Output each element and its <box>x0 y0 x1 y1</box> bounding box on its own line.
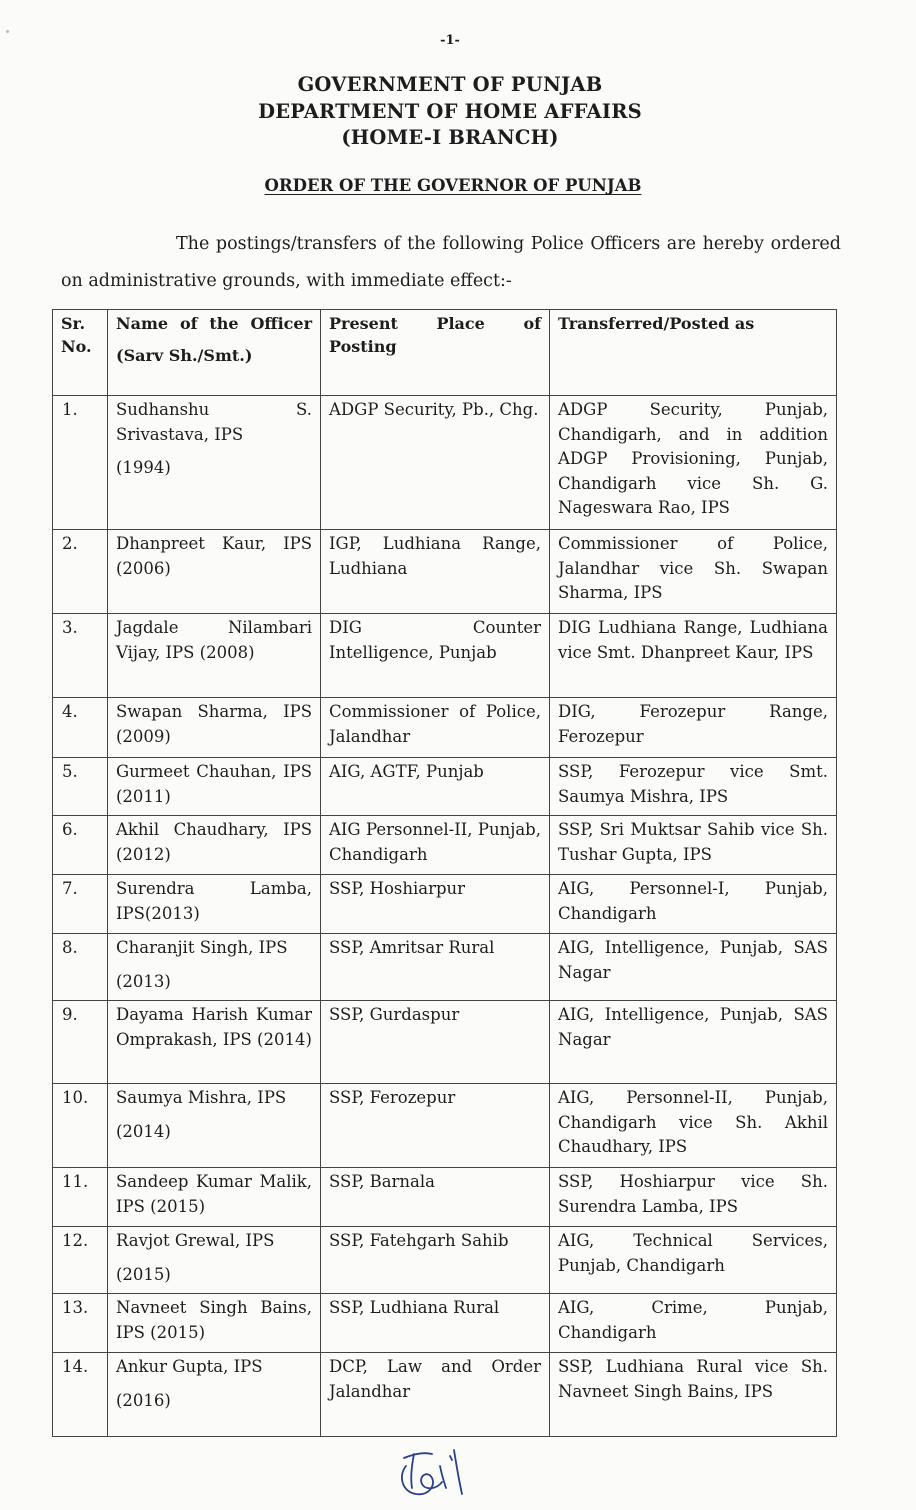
officer-batch: (2015) <box>116 1264 171 1284</box>
officer-batch: (2016) <box>116 1390 171 1410</box>
table-row <box>53 614 837 698</box>
cell-present-posting: AIG Personnel-II, Punjab, Chandigarh <box>321 816 550 875</box>
officer-name: Sandeep Kumar Malik, IPS (2015) <box>116 1172 312 1216</box>
cell-transferred-posted: AIG, Technical Services, Punjab, Chandigarh <box>550 1227 837 1294</box>
officer-name: Ankur Gupta, IPS <box>116 1357 263 1376</box>
header-department: DEPARTMENT OF HOME AFFAIRS <box>258 99 642 123</box>
officer-name: Dhanpreet Kaur, IPS (2006) <box>116 534 312 578</box>
cell-present-posting: SSP, Ludhiana Rural <box>321 1294 550 1353</box>
cell-transferred-posted: ADGP Security, Punjab, Chandigarh, and in addition ADGP Provisioning, Punjab, Chandigarh vice Sh. G. Nageswara Rao, IPS <box>550 396 837 530</box>
officer-name: Sudhanshu S. Srivastava, IPS <box>116 400 312 444</box>
table-row <box>53 1227 837 1294</box>
cell-officer-name <box>108 396 321 530</box>
table-row <box>53 816 837 875</box>
officer-name: Akhil Chaudhary, IPS (2012) <box>116 820 312 864</box>
table-row <box>53 530 837 614</box>
officer-name: Navneet Singh Bains, IPS (2015) <box>116 1298 312 1342</box>
cell-officer-name <box>108 758 321 816</box>
cell-present-posting: SSP, Barnala <box>321 1168 550 1227</box>
cell-sr-no: 8. <box>53 934 108 1001</box>
cell-present-posting: Commissioner of Police, Jalandhar <box>321 698 550 758</box>
cell-officer-name <box>108 934 321 1001</box>
cell-sr-no: 11. <box>53 1168 108 1227</box>
officer-name: Ravjot Grewal, IPS <box>116 1231 275 1250</box>
transfers-table <box>52 309 837 1437</box>
header-branch: (HOME-I BRANCH) <box>341 126 559 149</box>
officer-name: Surendra Lamba, IPS(2013) <box>116 879 312 923</box>
cell-officer-name <box>108 614 321 698</box>
cell-sr-no: 3. <box>53 614 108 698</box>
cell-transferred-posted: Commissioner of Police, Jalandhar vice Sh. Swapan Sharma, IPS <box>550 530 837 614</box>
header-officer-name <box>108 310 321 396</box>
cell-transferred-posted: DIG, Ferozepur Range, Ferozepur <box>550 698 837 758</box>
officer-name: Saumya Mishra, IPS <box>116 1088 287 1107</box>
cell-officer-name <box>108 816 321 875</box>
cell-transferred-posted: AIG, Intelligence, Punjab, SAS Nagar <box>550 934 837 1001</box>
cell-sr-no: 9. <box>53 1001 108 1084</box>
table-row <box>53 698 837 758</box>
cell-officer-name <box>108 1294 321 1353</box>
cell-sr-no: 12. <box>53 1227 108 1294</box>
cell-sr-no: 10. <box>53 1084 108 1168</box>
cell-transferred-posted: SSP, Ferozepur vice Smt. Saumya Mishra, IPS <box>550 758 837 816</box>
cell-transferred-posted: AIG, Personnel-I, Punjab, Chandigarh <box>550 875 837 934</box>
cell-sr-no: 14. <box>53 1353 108 1437</box>
header-sr: Sr. <box>61 314 86 333</box>
officer-name: Gurmeet Chauhan, IPS (2011) <box>116 762 312 806</box>
cell-officer-name <box>108 1084 321 1168</box>
order-title: ORDER OF THE GOVERNOR OF PUNJAB <box>264 176 642 195</box>
header-present-posting: Present Place of Posting <box>321 310 550 396</box>
table-row <box>53 934 837 1001</box>
cell-sr-no: 5. <box>53 758 108 816</box>
cell-present-posting: SSP, Ferozepur <box>321 1084 550 1168</box>
cell-officer-name <box>108 1353 321 1437</box>
cell-officer-name <box>108 1001 321 1084</box>
officer-batch: (2013) <box>116 971 171 991</box>
cell-transferred-posted: SSP, Sri Muktsar Sahib vice Sh. Tushar Gupta, IPS <box>550 816 837 875</box>
cell-present-posting: IGP, Ludhiana Range, Ludhiana <box>321 530 550 614</box>
header-government: GOVERNMENT OF PUNJAB <box>297 73 603 96</box>
cell-sr-no: 2. <box>53 530 108 614</box>
intro-paragraph: The postings/transfers of the following Police Officers are hereby ordered on administrative grounds, with immediate effect:- <box>61 234 841 291</box>
officer-name: Jagdale Nilambari Vijay, IPS (2008) <box>116 618 312 662</box>
table-row <box>53 1084 837 1168</box>
cell-transferred-posted: AIG, Crime, Punjab, Chandigarh <box>550 1294 837 1353</box>
header-name-label: Name of the Officer <box>116 314 312 333</box>
cell-sr-no: 6. <box>53 816 108 875</box>
cell-present-posting: SSP, Gurdaspur <box>321 1001 550 1084</box>
cell-officer-name <box>108 1227 321 1294</box>
cell-present-posting: DIG Counter Intelligence, Punjab <box>321 614 550 698</box>
header-name-sub: (Sarv Sh./Smt.) <box>116 346 253 365</box>
cell-transferred-posted: DIG Ludhiana Range, Ludhiana vice Smt. Dhanpreet Kaur, IPS <box>550 614 837 698</box>
cell-transferred-posted: AIG, Personnel-II, Punjab, Chandigarh vice Sh. Akhil Chaudhary, IPS <box>550 1084 837 1168</box>
cell-officer-name <box>108 875 321 934</box>
table-row <box>53 758 837 816</box>
cell-sr-no: 1. <box>53 396 108 530</box>
table-row <box>53 1294 837 1353</box>
cell-transferred-posted: SSP, Hoshiarpur vice Sh. Surendra Lamba, IPS <box>550 1168 837 1227</box>
cell-present-posting: SSP, Amritsar Rural <box>321 934 550 1001</box>
cell-officer-name <box>108 698 321 758</box>
cell-sr-no: 13. <box>53 1294 108 1353</box>
cell-officer-name <box>108 1168 321 1227</box>
cell-present-posting: DCP, Law and Order Jalandhar <box>321 1353 550 1437</box>
table-row <box>53 1001 837 1084</box>
document-header <box>0 72 900 152</box>
table-row <box>53 1353 837 1437</box>
header-transferred: Transferred/Posted as <box>550 310 837 396</box>
table-row <box>53 1168 837 1227</box>
page-number: -1- <box>440 33 460 48</box>
signature <box>392 1436 472 1502</box>
officer-batch: (1994) <box>116 458 171 477</box>
header-no: No. <box>61 337 92 356</box>
officer-name: Dayama Harish Kumar Omprakash, IPS (2014) <box>116 1005 312 1049</box>
cell-sr-no: 4. <box>53 698 108 758</box>
table-row <box>53 875 837 934</box>
cell-present-posting: AIG, AGTF, Punjab <box>321 758 550 816</box>
cell-transferred-posted: AIG, Intelligence, Punjab, SAS Nagar <box>550 1001 837 1084</box>
officer-name: Swapan Sharma, IPS (2009) <box>116 702 312 746</box>
cell-transferred-posted: SSP, Ludhiana Rural vice Sh. Navneet Singh Bains, IPS <box>550 1353 837 1437</box>
table-row <box>53 396 837 530</box>
officer-batch: (2014) <box>116 1121 171 1141</box>
officer-name: Charanjit Singh, IPS <box>116 938 288 957</box>
cell-sr-no: 7. <box>53 875 108 934</box>
header-sr-no <box>53 310 108 396</box>
cell-officer-name <box>108 530 321 614</box>
cell-present-posting: ADGP Security, Pb., Chg. <box>321 396 550 530</box>
cell-present-posting: SSP, Hoshiarpur <box>321 875 550 934</box>
table-header-row <box>53 310 837 396</box>
cell-present-posting: SSP, Fatehgarh Sahib <box>321 1227 550 1294</box>
